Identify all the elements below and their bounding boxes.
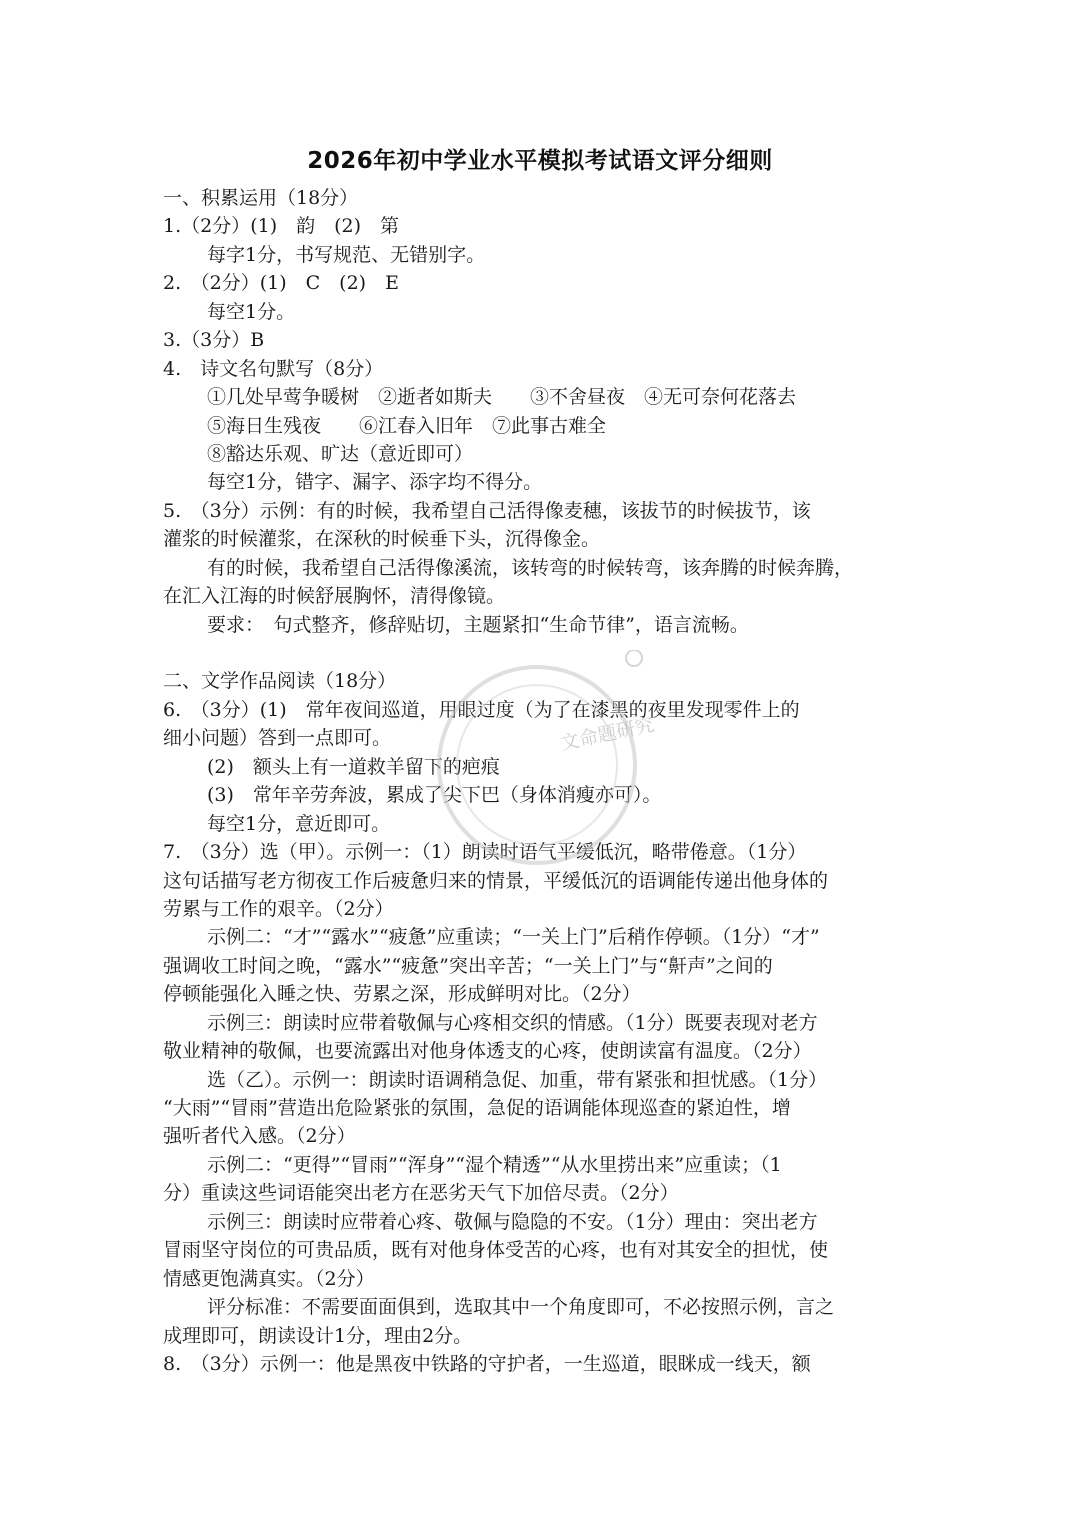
- scoring-note: 成理即可，朗读设计1分，理由2分。: [163, 1324, 473, 1347]
- watermark-text: 文命题研究: [558, 713, 656, 755]
- section-spacer: [163, 639, 918, 667]
- answer-line: 分）重读这些词语能突出老方在恶劣天气下加倍尽责。（2分）: [163, 1182, 679, 1205]
- scoring-note: 每空1分，意近即可。: [207, 812, 391, 835]
- scoring-note: 每字1分，书写规范、无错别字。: [207, 243, 486, 266]
- section-header: 二、文学作品阅读（18分）: [163, 670, 397, 693]
- answer-line: 选（乙）。示例一：朗读时语调稍急促、加重，带有紧张和担忧感。（1分）: [207, 1068, 828, 1091]
- answer-line: 示例二：“更得”“冒雨”“浑身”“湿个精透”“从水里捞出来”应重读；（1: [207, 1153, 782, 1176]
- answer-line: ⑤海日生残夜 ⑥江春入旧年 ⑦此事古难全: [207, 414, 607, 437]
- scoring-note: 每空1分。: [207, 300, 296, 323]
- question-line: 5. （3分）示例：有的时候，我希望自己活得像麦穗，该拔节的时候拔节，该: [163, 499, 811, 522]
- answer-line: 示例三：朗读时应带着心疼、敬佩与隐隐的不安。（1分）理由：突出老方: [207, 1210, 818, 1233]
- scoring-note: 每空1分，错字、漏字、添字均不得分。: [207, 471, 543, 494]
- answer-line: 情感更饱满真实。（2分）: [163, 1267, 375, 1290]
- answer-line: 停顿能强化入睡之快、劳累之深，形成鲜明对比。（2分）: [163, 983, 641, 1006]
- scoring-note: 要求： 句式整齐，修辞贴切，主题紧扣“生命节律”，语言流畅。: [207, 613, 749, 636]
- answer-line: 细小问题）答到一点即可。: [163, 727, 392, 750]
- question-line: 4. 诗文名句默写（8分）: [163, 357, 384, 380]
- document-body: [163, 184, 918, 1378]
- answer-line: “大雨”“冒雨”营造出危险紧张的氛围，急促的语调能体现巡查的紧迫性，增: [163, 1097, 791, 1119]
- question-line: 6. （3分）(1) 常年夜间巡道，用眼过度（为了在漆黑的夜里发现零件上的: [163, 698, 800, 721]
- answer-line: ⑧豁达乐观、旷达（意近即可）: [207, 442, 474, 465]
- answer-line: 有的时候，我希望自己活得像溪流，该转弯的时候转弯，该奔腾的时候奔腾，: [207, 556, 854, 579]
- section-header: 一、积累运用（18分）: [163, 187, 359, 209]
- scoring-note: 评分标准：不需要面面俱到，选取其中一个角度即可，不必按照示例，言之: [207, 1296, 835, 1319]
- question-line: 8. （3分）示例一：他是黑夜中铁路的守护者，一生巡道，眼眯成一线天，额: [163, 1352, 811, 1375]
- question-line: 7. （3分）选（甲）。示例一：（1）朗读时语气平缓低沉，略带倦意。（1分）: [163, 841, 807, 864]
- question-line: 1.（2分）(1) 韵 (2) 第: [163, 215, 400, 238]
- question-line: 2. （2分）(1) C (2) E: [163, 272, 399, 295]
- answer-line: 敬业精神的敬佩，也要流露出对他身体透支的心疼，使朗读富有温度。（2分）: [163, 1040, 812, 1063]
- answer-line: (2) 额头上有一道救羊留下的疤痕: [207, 755, 500, 778]
- answer-line: 在汇入江海的时候舒展胸怀，清得像镜。: [163, 585, 506, 608]
- answer-line: 冒雨坚守岗位的可贵品质，既有对他身体受苦的心疼，也有对其安全的担忧，使: [163, 1239, 829, 1262]
- answer-line: ①几处早莺争暖树 ②逝者如斯夫 ③不舍昼夜 ④无可奈何花落去: [207, 386, 797, 409]
- answer-line: 这句话描写老方彻夜工作后疲惫归来的情景，平缓低沉的语调能传递出他身体的: [163, 869, 829, 892]
- page-title: 2026年初中学业水平模拟考试语文评分细则: [307, 148, 773, 174]
- answer-line: 示例三：朗读时应带着敬佩与心疼相交织的情感。（1分）既要表现对老方: [207, 1011, 818, 1034]
- question-line: 3.（3分）B: [163, 329, 265, 352]
- answer-line: 强调收工时间之晚，“露水”“疲惫”突出辛苦；“一关上门”与“鼾声”之间的: [163, 954, 773, 977]
- answer-line: 强听者代入感。（2分）: [163, 1125, 356, 1148]
- answer-line: (3) 常年辛劳奔波，累成了尖下巴（身体消瘦亦可）。: [207, 784, 662, 807]
- answer-line: 劳累与工作的艰辛。（2分）: [163, 897, 394, 920]
- answer-line: 示例二：“才”“露水”“疲惫”应重读；“一关上门”后稍作停顿。（1分）“才”: [207, 926, 820, 949]
- answer-line: 灌浆的时候灌浆，在深秋的时候垂下头，沉得像金。: [163, 528, 601, 551]
